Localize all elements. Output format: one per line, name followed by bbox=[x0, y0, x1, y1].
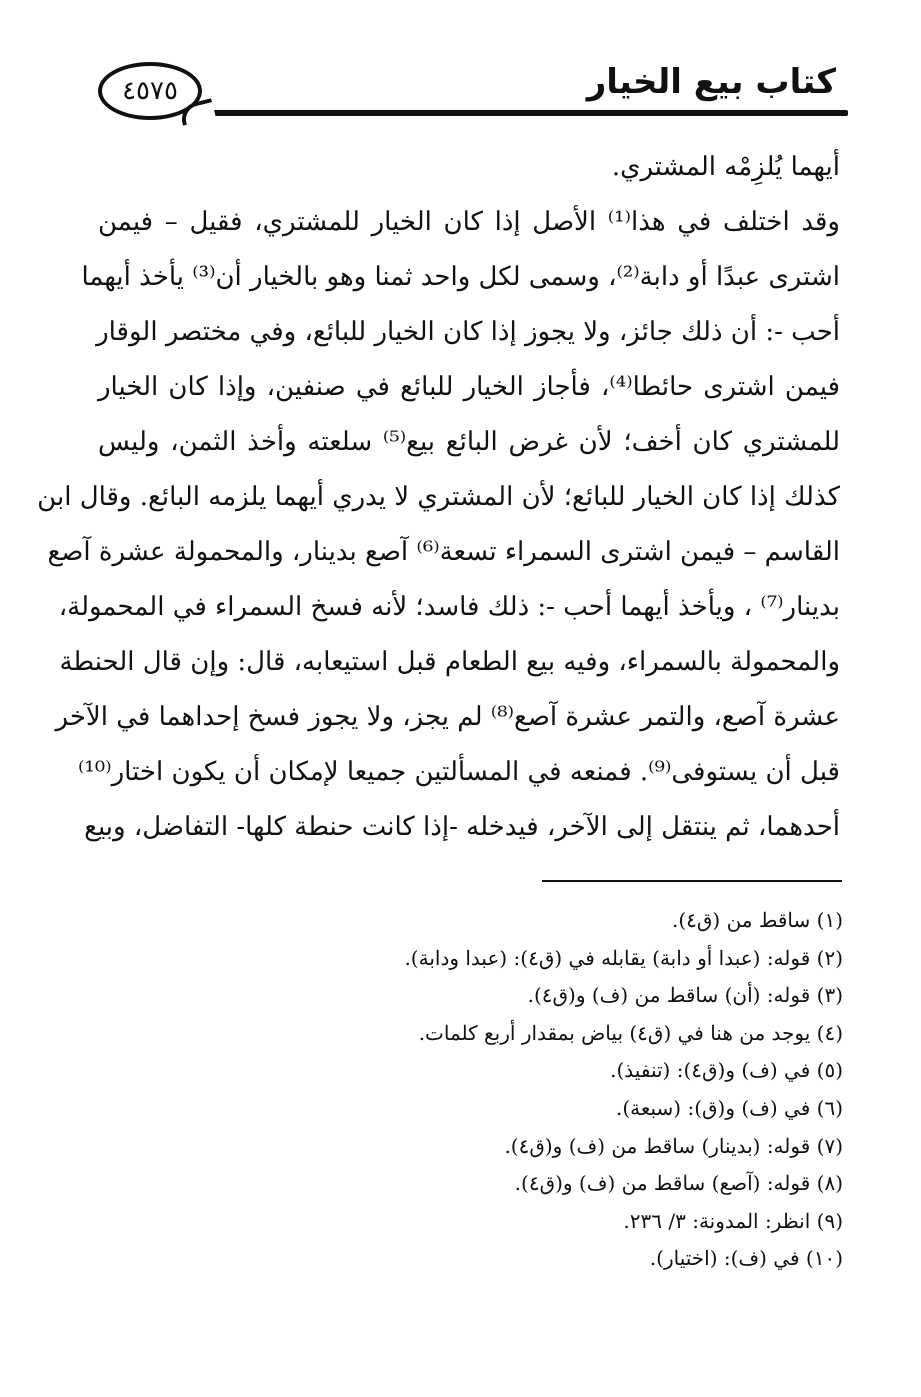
body-line: وقد اختلف في هذا⁽¹⁾ الأصل إذا كان الخيار للمشتري، فقيل – فيمن bbox=[98, 207, 840, 237]
footnote-separator bbox=[542, 880, 842, 882]
footnote: (٩) انظر: المدونة: ٣/ ٢٣٦. bbox=[623, 1208, 843, 1233]
body-line: اشترى عبدًا أو دابة⁽²⁾، وسمى لكل واحد ثمنا وهو بالخيار أن⁽³⁾ يأخذ أيهما bbox=[81, 262, 840, 292]
footnote: (١) ساقط من (ق٤). bbox=[671, 908, 843, 932]
page-number: ٤٥٧٥ bbox=[122, 76, 178, 106]
book-title: كتاب بيع الخيار bbox=[586, 62, 836, 102]
body-line: قبل أن يستوفى⁽⁹⁾. فمنعه في المسألتين جميعا لإمكان أن يكون اختار⁽¹⁰⁾ bbox=[77, 757, 840, 787]
body-line: والمحمولة بالسمراء، وفيه بيع الطعام قبل استيعابه، قال: وإن قال الحنطة bbox=[59, 647, 840, 677]
body-line: للمشتري كان أخف؛ لأن غرض البائع بيع⁽⁵⁾ سلعته وأخذ الثمن، وليس bbox=[98, 427, 841, 457]
footnote: (١٠) في (ف): (اختيار). bbox=[649, 1246, 843, 1271]
footnote: (٢) قوله: (عبدا أو دابة) يقابله في (ق٤): (عبدا ودابة). bbox=[404, 945, 843, 970]
footnote: (٧) قوله: (بدينار) ساقط من (ف) و(ق٤). bbox=[504, 1133, 843, 1158]
body-line: كذلك إذا كان الخيار للبائع؛ لأن المشتري لا يدري أيهما يلزمه البائع. وقال ابن bbox=[37, 482, 840, 512]
body-line: فيمن اشترى حائطا⁽⁴⁾، فأجاز الخيار للبائع في صنفين، وإذا كان الخيار bbox=[98, 372, 840, 402]
body-line: بدينار⁽⁷⁾ ، ويأخذ أيهما أحب -: ذلك فاسد؛ لأنه فسخ السمراء في المحمولة، bbox=[58, 592, 840, 622]
footnote: (٥) في (ف) و(ق٤): (تنفيذ). bbox=[610, 1058, 843, 1083]
page-header bbox=[88, 58, 848, 124]
header-rule bbox=[196, 110, 848, 116]
footnote: (٨) قوله: (آصع) ساقط من (ف) و(ق٤). bbox=[514, 1171, 843, 1196]
footnote: (٤) يوجد من هنا في (ق٤) بياض بمقدار أربع كلمات. bbox=[418, 1020, 843, 1045]
footnote: (٣) قوله: (أن) ساقط من (ف) و(ق٤). bbox=[527, 983, 843, 1008]
body-text bbox=[37, 140, 841, 855]
footnotes bbox=[83, 902, 843, 1278]
body-line: أيهما يُلزِمْه المشتري. bbox=[611, 152, 840, 182]
body-line: القاسم – فيمن اشترى السمراء تسعة⁽⁶⁾ آصع بدينار، والمحمولة عشرة آصع bbox=[47, 537, 840, 567]
body-line: أحدهما، ثم ينتقل إلى الآخر، فيدخله -إذا كانت حنطة كلها- التفاضل، وبيع bbox=[84, 812, 840, 842]
body-line: عشرة آصع، والتمر عشرة آصع⁽⁸⁾ لم يجز، ولا يجوز فسخ إحداهما في الآخر bbox=[55, 702, 840, 732]
footnote: (٦) في (ف) و(ق): (سبعة). bbox=[615, 1095, 843, 1120]
body-line: أحب -: أن ذلك جائز، ولا يجوز إذا كان الخيار للبائع، وفي مختصر الوقار bbox=[96, 317, 840, 347]
